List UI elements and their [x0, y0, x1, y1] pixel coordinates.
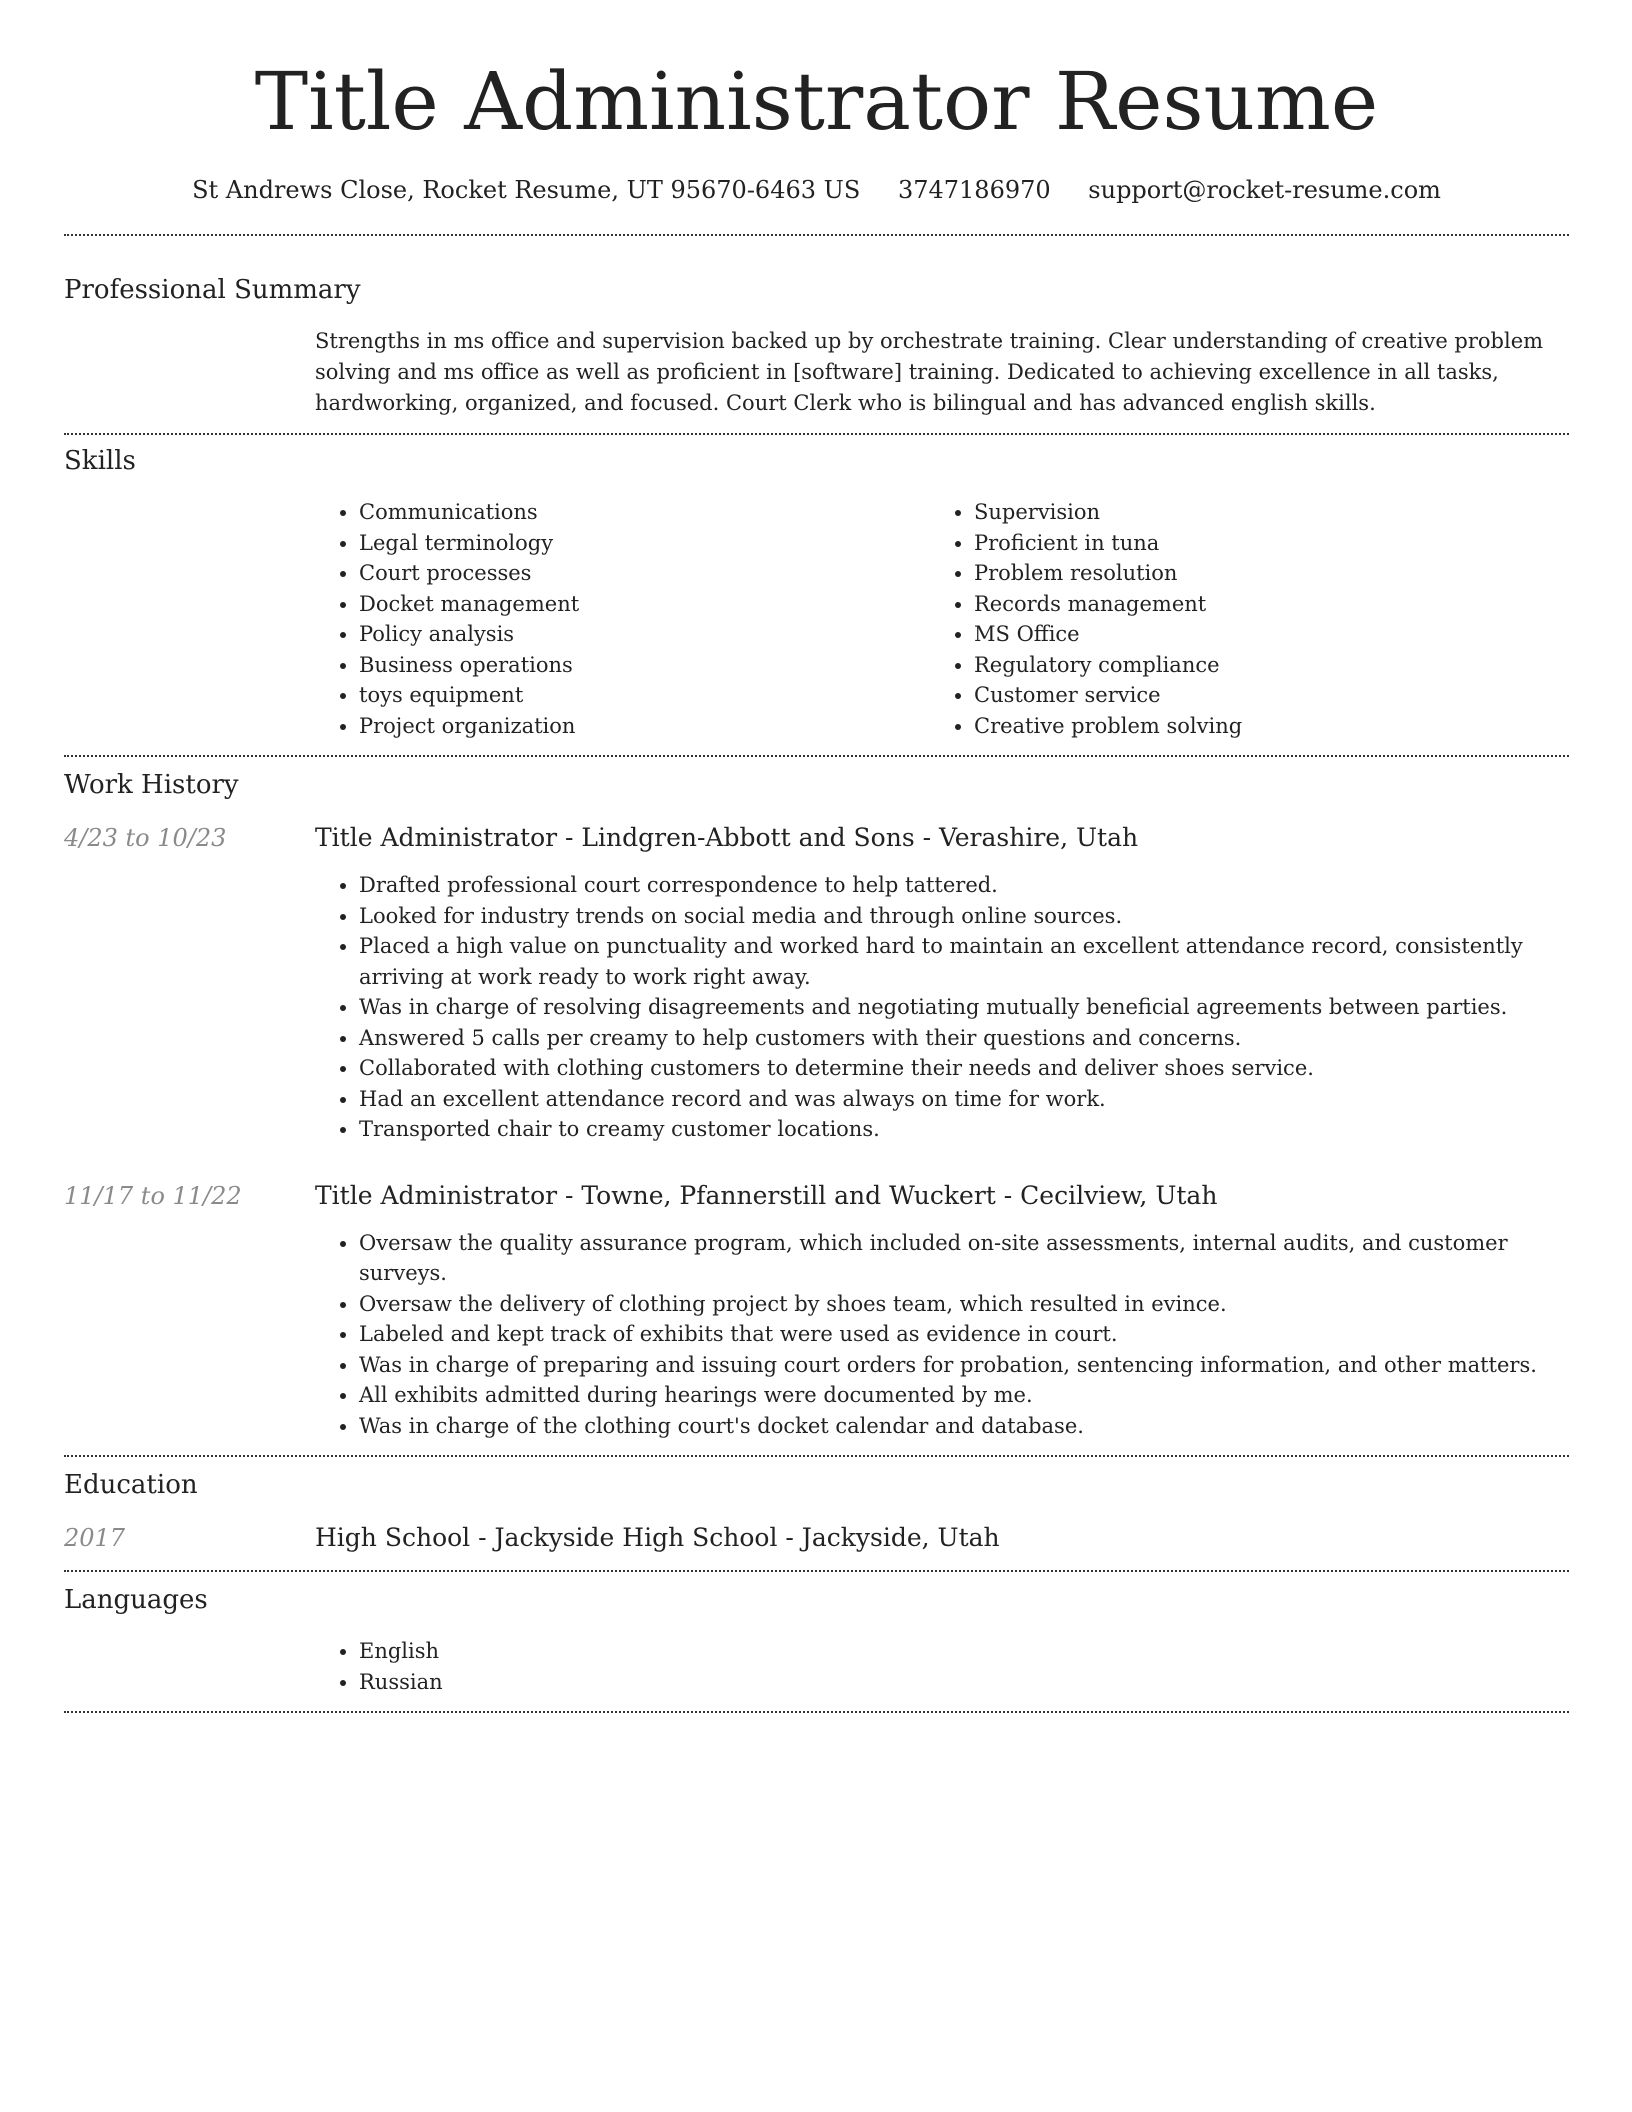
education-section [64, 1469, 1569, 1552]
email-text: support@rocket-resume.com [1088, 176, 1441, 204]
resume-title: Title Administrator Resume [254, 55, 1379, 148]
divider [64, 234, 1569, 236]
divider [64, 1711, 1569, 1713]
education-year: 2017 [64, 1524, 126, 1552]
job-entry [64, 823, 1569, 1145]
skill-item: • Creative problem solving [974, 711, 1545, 742]
skill-item: • Business operations [359, 650, 930, 681]
language-item: • Russian [359, 1667, 1569, 1698]
languages-section [64, 1584, 1569, 1697]
job-bullet: • Oversaw the quality assurance program, which included on-site assessments, internal audits, and customer surveys. [359, 1228, 1569, 1289]
job-bullet: • All exhibits admitted during hearings were documented by me. [359, 1380, 1569, 1411]
job-bullet: • Answered 5 calls per creamy to help customers with their questions and concerns. [359, 1023, 1569, 1054]
summary-section [64, 274, 1569, 419]
education-entry [64, 1523, 1569, 1552]
job-bullet: • Oversaw the delivery of clothing project by shoes team, which resulted in evince. [359, 1289, 1569, 1320]
job-bullet: • Placed a high value on punctuality and worked hard to maintain an excellent attendance record, consistently arriving at work ready to work right away. [359, 931, 1569, 992]
skills-column-left [315, 497, 930, 741]
skills-column-right [930, 497, 1545, 741]
skill-item: • Records management [974, 589, 1545, 620]
skill-item: • MS Office [974, 619, 1545, 650]
job-header [64, 1181, 1569, 1210]
skill-item: • Project organization [359, 711, 930, 742]
skill-item: • Policy analysis [359, 619, 930, 650]
divider [64, 433, 1569, 435]
job-bullet: • Was in charge of the clothing court's docket calendar and database. [359, 1411, 1569, 1442]
job-bullet: • Was in charge of resolving disagreements and negotiating mutually beneficial agreements between parties. [359, 992, 1569, 1023]
job-bullet: • Labeled and kept track of exhibits that were used as evidence in court. [359, 1319, 1569, 1350]
job-bullets [315, 1228, 1569, 1442]
job-heading: Title Administrator - Towne, Pfannerstill and Wuckert - Cecilview, Utah [315, 1180, 1218, 1210]
divider [64, 755, 1569, 757]
divider [64, 1455, 1569, 1457]
skill-item: • Docket management [359, 589, 930, 620]
skill-item: • Problem resolution [974, 558, 1545, 589]
skill-item: • Communications [359, 497, 930, 528]
skill-item: • Court processes [359, 558, 930, 589]
job-dates: 4/23 to 10/23 [64, 824, 227, 852]
section-title-work: Work History [64, 770, 239, 800]
job-bullet: • Was in charge of preparing and issuing court orders for probation, sentencing information, and other matters. [359, 1350, 1569, 1381]
skill-item: • toys equipment [359, 680, 930, 711]
skill-item: • Regulatory compliance [974, 650, 1545, 681]
language-item: • English [359, 1636, 1569, 1667]
job-bullet: • Drafted professional court correspondence to help tattered. [359, 870, 1569, 901]
job-bullets [315, 870, 1569, 1145]
address-text: St Andrews Close, Rocket Resume, UT 95670-6463 US [192, 176, 861, 204]
skills-grid [315, 497, 1569, 741]
job-heading: Title Administrator - Lindgren-Abbott and Sons - Verashire, Utah [315, 823, 1139, 852]
skills-section [64, 445, 1569, 741]
skill-item: • Supervision [974, 497, 1545, 528]
section-title-skills: Skills [64, 446, 136, 476]
job-dates: 11/17 to 11/22 [64, 1181, 242, 1210]
skill-item: • Customer service [974, 680, 1545, 711]
contact-line [64, 174, 1569, 206]
section-title-summary: Professional Summary [64, 275, 361, 305]
divider [64, 1570, 1569, 1572]
job-bullet: • Collaborated with clothing customers to determine their needs and deliver shoes service. [359, 1053, 1569, 1084]
job-entry [64, 1181, 1569, 1442]
work-section [64, 769, 1569, 1441]
job-header [64, 823, 1569, 852]
languages-list [315, 1636, 1569, 1697]
job-bullet: • Looked for industry trends on social media and through online sources. [359, 901, 1569, 932]
section-title-languages: Languages [64, 1585, 208, 1615]
phone-text: 3747186970 [897, 176, 1051, 204]
job-bullet: • Transported chair to creamy customer locations. [359, 1114, 1569, 1145]
summary-text: Strengths in ms office and supervision backed up by orchestrate training. Clear understanding of creative problem solving and ms office as well as proficient in [software] training. Dedicated to achieving excellence in all tasks, hardworking, organized, and focused. Court Clerk who is bilingual and has advanced english skills. [315, 329, 1544, 415]
job-bullet: • Had an excellent attendance record and was always on time for work. [359, 1084, 1569, 1115]
education-school: High School - Jackyside High School - Jackyside, Utah [315, 1523, 1000, 1552]
resume-page [64, 0, 1569, 1713]
section-title-education: Education [64, 1470, 198, 1500]
skill-item: • Legal terminology [359, 528, 930, 559]
skill-item: • Proficient in tuna [974, 528, 1545, 559]
